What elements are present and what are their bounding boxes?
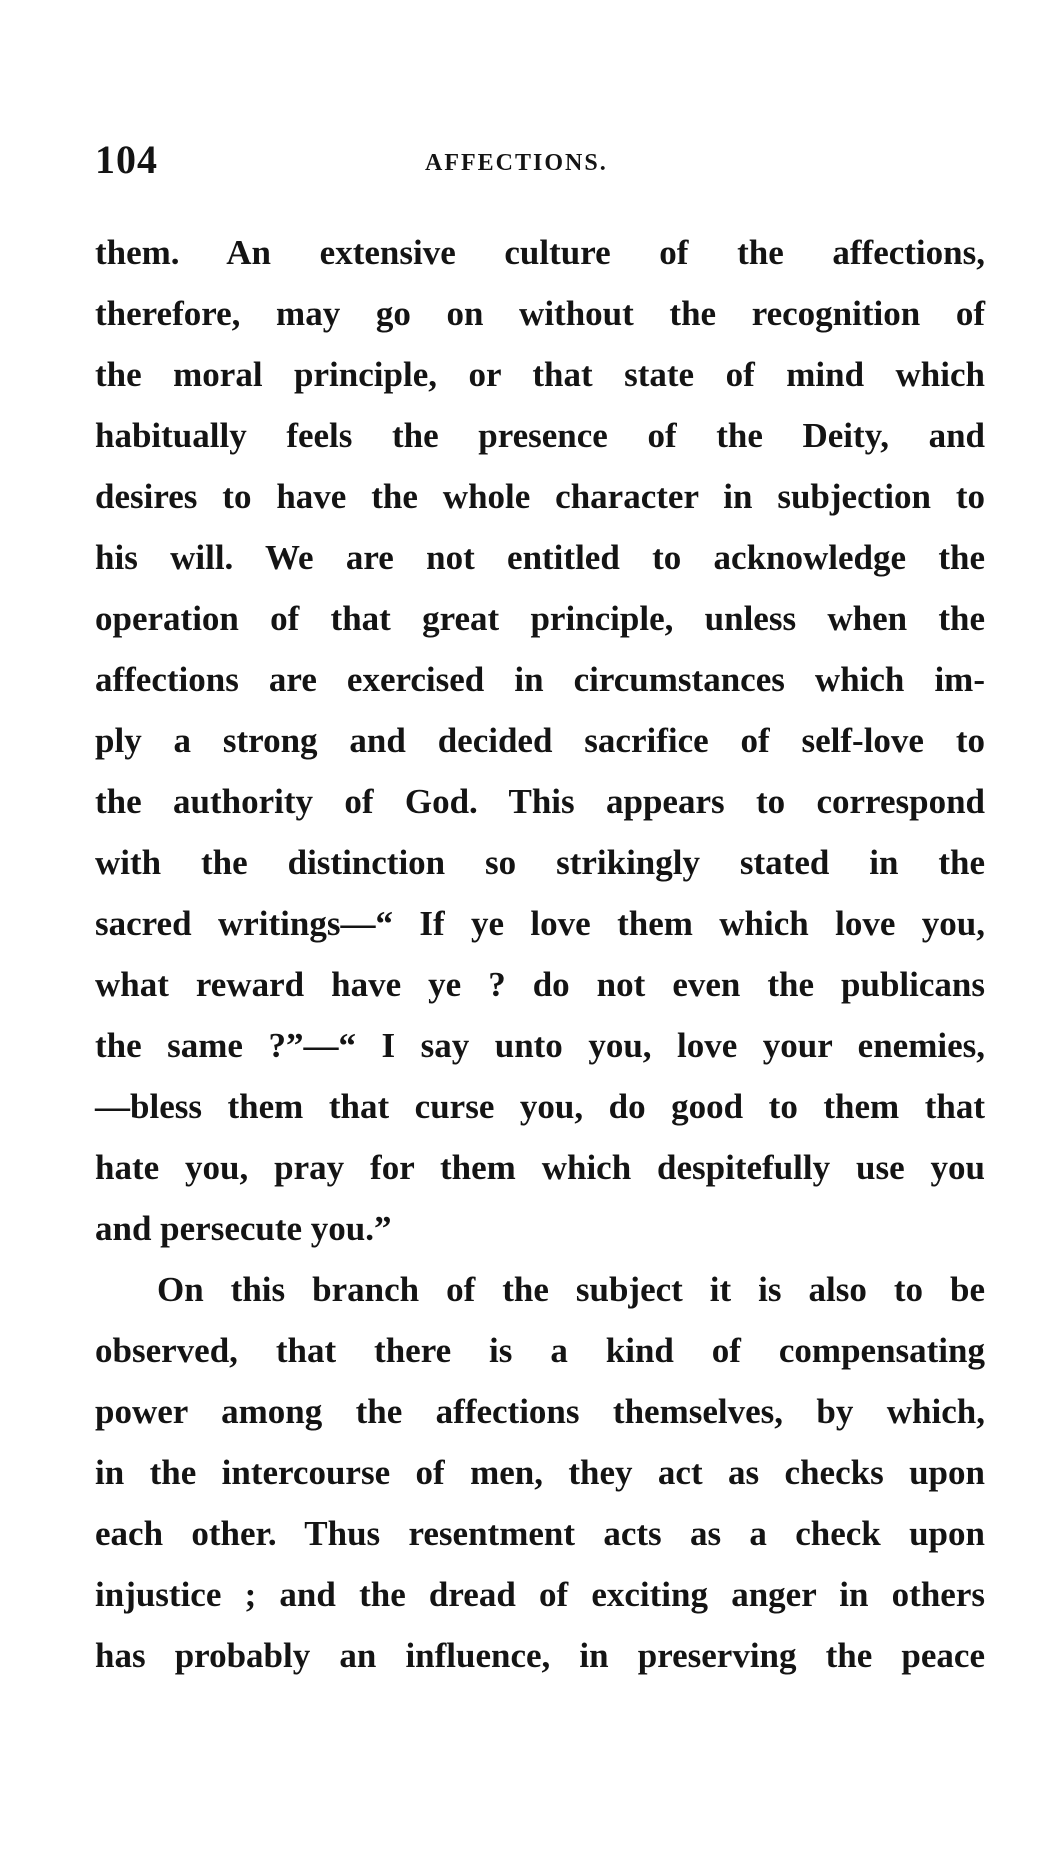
text-line: habitually feels the presence of the Deity, and [95,416,985,455]
paragraph-2 [95,1259,985,1686]
text-line: observed, that there is a kind of compensating [95,1331,985,1370]
text-line: each other. Thus resentment acts as a check upon [95,1514,985,1553]
text-line: —bless them that curse you, do good to them that [95,1087,985,1126]
text-line: desires to have the whole character in subjection to [95,477,985,516]
body-text [95,222,985,1686]
text-line: the moral principle, or that state of mind which [95,355,985,394]
text-line: in the intercourse of men, they act as checks upon [95,1453,985,1492]
text-line: ply a strong and decided sacrifice of self-love to [95,721,985,760]
text-line: with the distinction so strikingly stated in the [95,843,985,882]
text-line: has probably an influence, in preserving the peace [95,1636,985,1675]
text-line: hate you, pray for them which despitefully use you [95,1148,985,1187]
text-line: what reward have ye ? do not even the publicans [95,965,985,1004]
text-line: and persecute you.” [95,1209,392,1248]
text-line: operation of that great principle, unless when the [95,599,985,638]
page-number: 104 [95,137,158,182]
text-line: sacred writings—“ If ye love them which love you, [95,904,985,943]
text-line: the authority of God. This appears to correspond [95,782,985,821]
paragraph-1 [95,222,985,1259]
text-line: his will. We are not entitled to acknowledge the [95,538,985,577]
text-line: therefore, may go on without the recognition of [95,294,985,333]
text-line: affections are exercised in circumstances which im- [95,660,985,699]
text-line: injustice ; and the dread of exciting anger in others [95,1575,985,1614]
text-line: power among the affections themselves, by which, [95,1392,985,1431]
running-head: AFFECTIONS. [425,150,608,176]
text-line: the same ?”—“ I say unto you, love your enemies, [95,1026,985,1065]
page-header [95,136,995,186]
text-line: On this branch of the subject it is also to be [157,1270,985,1309]
text-line: them. An extensive culture of the affections, [95,233,985,272]
